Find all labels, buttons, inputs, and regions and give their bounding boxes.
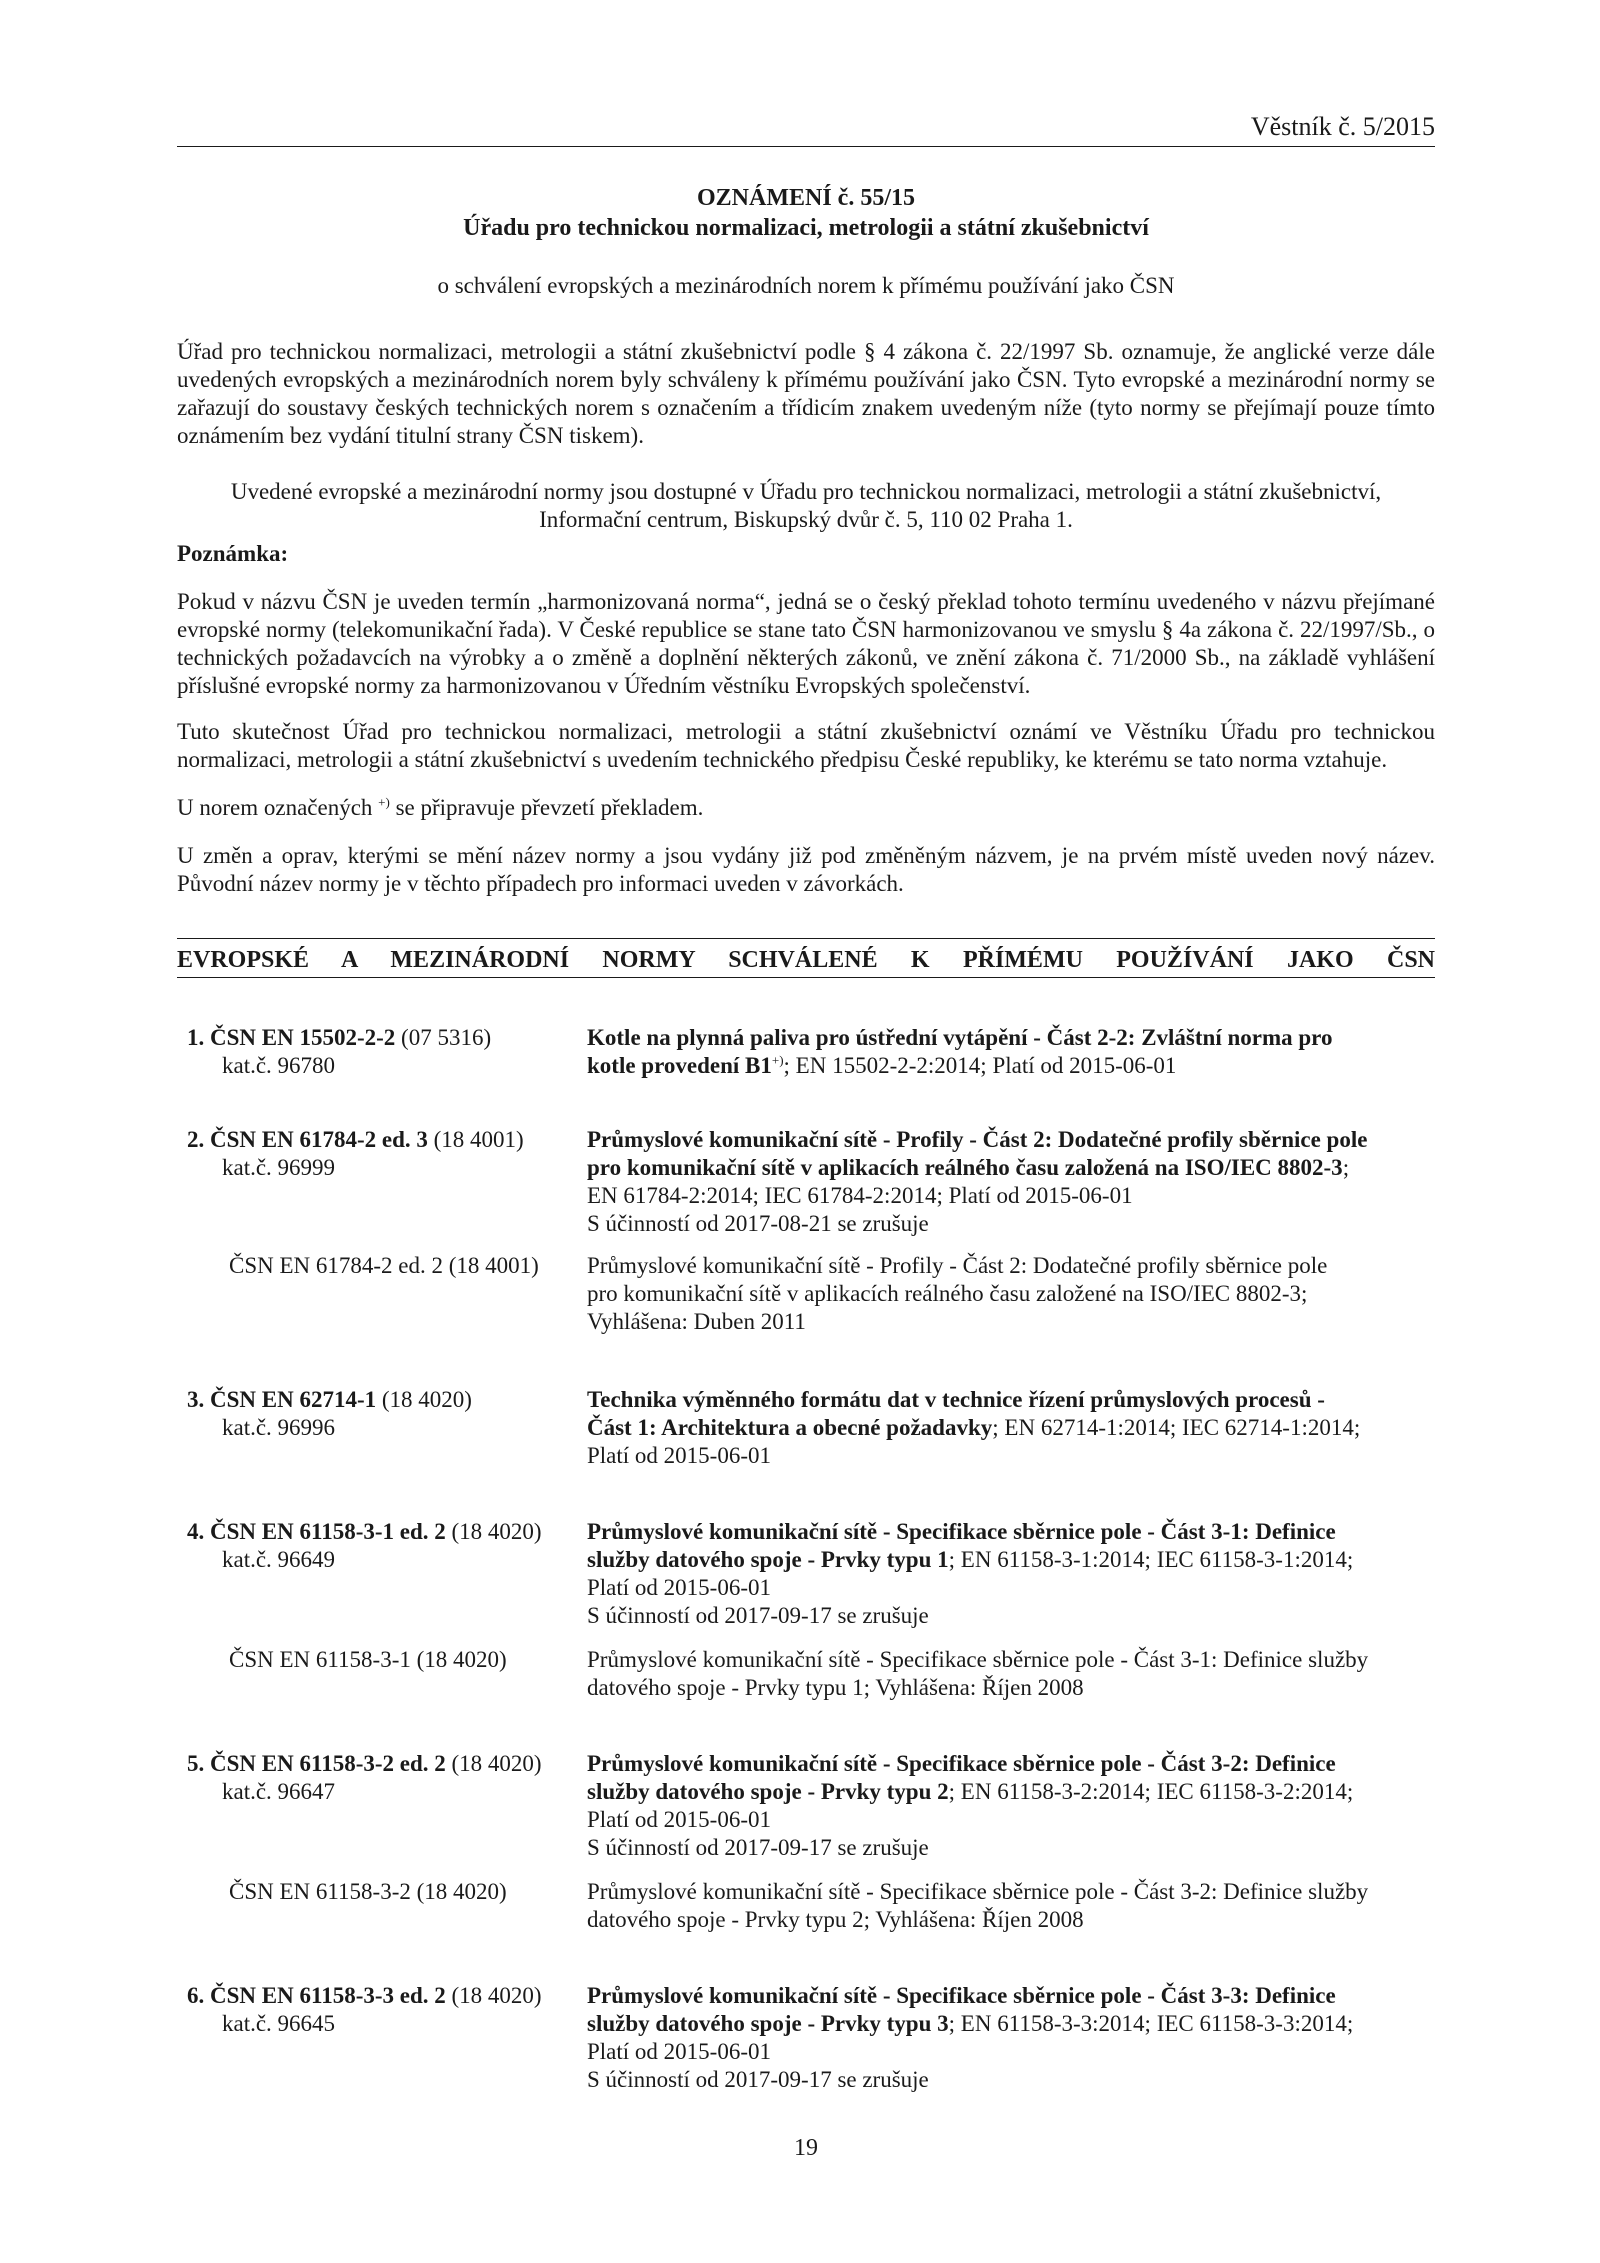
entry-title xyxy=(587,1126,1432,1238)
entry-validity: Platí od 2015-06-01 xyxy=(587,1443,771,1468)
entry-title-rest: ; EN 61158-3-2:2014; IEC 61158-3-2:2014; xyxy=(948,1779,1354,1804)
entry-class: (18 4020) xyxy=(445,1519,542,1544)
notice-authority: Úřadu pro technickou normalizaci, metrologii a státní zkušebnictví xyxy=(463,215,1149,241)
entry-title-bold: pro komunikační sítě v aplikacích reálného času založená na ISO/IEC 8802-3 xyxy=(587,1155,1343,1180)
entry-validity: Platí od 2015-06-01 xyxy=(587,2039,771,2064)
entry-number: 5. xyxy=(187,1751,205,1776)
availability-paragraph: Uvedené evropské a mezinárodní normy jsou dostupné v Úřadu pro technickou normalizaci, metrologii a státní zkušebnictví, Informační centrum, Biskupský dvůr č. 5, 110 02 Praha 1. xyxy=(230,479,1382,532)
entry-designation xyxy=(187,1750,582,1806)
entry-catalog-number: kat.č. 96996 xyxy=(222,1415,336,1440)
fact-paragraph: Tuto skutečnost Úřad pro technickou normalizaci, metrologii a státní zkušebnictví oznámí ve Věstníku Úřadu pro technickou normalizaci, metrologii a státní zkušebnictví s uvedením technického předpisu České republiky, ke kterému se tato norma vztahuje. xyxy=(177,719,1435,772)
entry-code: ČSN EN 61158-3-1 ed. 2 xyxy=(210,1519,446,1544)
entry-withdrawal: S účinností od 2017-08-21 se zrušuje xyxy=(587,1211,929,1236)
replaced-designation xyxy=(187,1646,582,1674)
intro-paragraph: Úřad pro technickou normalizaci, metrologii a státní zkušebnictví podle § 4 zákona č. 22/1997 Sb. oznamuje, že anglické verze dále uvedených evropských a mezinárodních norem byly schváleny k přímému používání jako ČSN. Tyto evropské a mezinárodní normy se zařazují do soustavy českých technických norem s označením a třídicím znakem uvedeným níže (tyto normy se přejímají pouze tímto oznámením bez vydání titulní strany ČSN tiskem). xyxy=(177,339,1435,448)
entry-withdrawal: S účinností od 2017-09-17 se zrušuje xyxy=(587,1603,929,1628)
entry-class: (18 4020) xyxy=(445,1983,542,2008)
entry-title-bold: Část 1: Architektura a obecné požadavky xyxy=(587,1415,993,1440)
section-heading: EVROPSKÉ A MEZINÁRODNÍ NORMY SCHVÁLENÉ K PŘÍMÉMU POUŽÍVÁNÍ JAKO ČSN xyxy=(177,938,1435,978)
entry-title-line: Průmyslové komunikační sítě - Specifikace sběrnice pole - Část 3-2: Definice xyxy=(587,1751,1336,1776)
entry-title-bold: služby datového spoje - Prvky typu 1 xyxy=(587,1547,949,1572)
entry-code-line xyxy=(187,1024,582,1052)
entry-code-line xyxy=(187,1518,582,1546)
entry-withdrawal: S účinností od 2017-09-17 se zrušuje xyxy=(587,1835,929,1860)
entry-title xyxy=(587,1518,1432,1630)
entry-title-rest: ; xyxy=(1342,1155,1350,1180)
note-paragraph: Pokud v názvu ČSN je uveden termín „harmonizovaná norma“, jedná se o český překlad tohoto termínu uvedeného v názvu přejímané evropské normy (telekomunikační řada). V České republice se stane tato ČSN harmonizovanou ve smyslu § 4a zákona č. 22/1997/Sb., o technických požadavcích na výrobky a o změně a doplnění některých zákonů, ve znění zákona č. 71/2000 Sb., na základě vyhlášení příslušné evropské normy za harmonizovanou v Úředním věstníku Evropských společenství. xyxy=(177,589,1435,698)
entry-title-rest: ; EN 15502-2-2:2014; Platí od 2015-06-01 xyxy=(783,1053,1177,1078)
entry-code-line xyxy=(187,1126,582,1154)
entry-title-bold: služby datového spoje - Prvky typu 3 xyxy=(587,2011,949,2036)
entry-title-line: Průmyslové komunikační sítě - Specifikace sběrnice pole - Část 3-3: Definice xyxy=(587,1983,1336,2008)
entry-designation xyxy=(187,1518,582,1574)
replaced-title-line: datového spoje - Prvky typu 2; Vyhlášena: Říjen 2008 xyxy=(587,1907,1084,1932)
replaced-code: ČSN EN 61784-2 ed. 2 (18 4001) xyxy=(229,1253,539,1278)
entry-number: 1. xyxy=(187,1025,205,1050)
replaced-title-line: Průmyslové komunikační sítě - Specifikace sběrnice pole - Část 3-1: Definice služby xyxy=(587,1647,1369,1672)
replaced-title-line: datového spoje - Prvky typu 1; Vyhlášena: Říjen 2008 xyxy=(587,1675,1084,1700)
entry-class: (18 4020) xyxy=(445,1751,542,1776)
entry-code: ČSN EN 61158-3-2 ed. 2 xyxy=(210,1751,446,1776)
entry-code: ČSN EN 61784-2 ed. 3 xyxy=(210,1127,428,1152)
replaced-title-line: Průmyslové komunikační sítě - Profily - Část 2: Dodatečné profily sběrnice pole xyxy=(587,1253,1328,1278)
translation-mark: +) xyxy=(771,1052,784,1068)
entry-catalog-number: kat.č. 96645 xyxy=(222,2011,336,2036)
entry-identifiers: EN 61784-2:2014; IEC 61784-2:2014; Platí od 2015-06-01 xyxy=(587,1183,1133,1208)
entry-title-line: Technika výměnného formátu dat v technice řízení průmyslových procesů - xyxy=(587,1387,1325,1412)
entry-catalog-number: kat.č. 96649 xyxy=(222,1547,336,1572)
entry-designation xyxy=(187,1982,582,2038)
notice-subject: o schválení evropských a mezinárodních norem k přímému používání jako ČSN xyxy=(437,273,1175,298)
entry-title xyxy=(587,1750,1432,1862)
replaced-designation xyxy=(187,1878,582,1906)
replaced-title xyxy=(587,1646,1432,1702)
translation-prefix: U norem označených xyxy=(177,795,379,820)
entry-code-line xyxy=(187,1982,582,2010)
replaced-title-line: Průmyslové komunikační sítě - Specifikace sběrnice pole - Část 3-2: Definice služby xyxy=(587,1879,1369,1904)
entry-title-rest: ; EN 61158-3-3:2014; IEC 61158-3-3:2014; xyxy=(948,2011,1354,2036)
entry-code: ČSN EN 61158-3-3 ed. 2 xyxy=(210,1983,446,2008)
notice-title: OZNÁMENÍ č. 55/15 xyxy=(697,185,915,211)
entry-title-line xyxy=(587,1778,1432,1806)
entry-code: ČSN EN 62714-1 xyxy=(210,1387,377,1412)
page-number: 19 xyxy=(794,2135,818,2161)
entry-title xyxy=(587,1024,1432,1080)
replaced-code: ČSN EN 61158-3-1 (18 4020) xyxy=(229,1647,507,1672)
entry-title xyxy=(587,1386,1432,1470)
entry-title-rest: ; EN 61158-3-1:2014; IEC 61158-3-1:2014; xyxy=(948,1547,1354,1572)
entry-title-line: Průmyslové komunikační sítě - Specifikace sběrnice pole - Část 3-1: Definice xyxy=(587,1519,1336,1544)
entry-withdrawal: S účinností od 2017-09-17 se zrušuje xyxy=(587,2067,929,2092)
entry-validity: Platí od 2015-06-01 xyxy=(587,1807,771,1832)
entry-title-line xyxy=(587,1414,1432,1442)
translation-mark: +) xyxy=(378,794,390,810)
replaced-title-line: pro komunikační sítě v aplikacích reálného času založené na ISO/IEC 8802-3; xyxy=(587,1281,1308,1306)
entry-title-line: Kotle na plynná paliva pro ústřední vytápění - Část 2-2: Zvláštní norma pro xyxy=(587,1025,1333,1050)
entry-title-line xyxy=(587,1546,1432,1574)
replaced-code: ČSN EN 61158-3-2 (18 4020) xyxy=(229,1879,507,1904)
entry-title-bold: služby datového spoje - Prvky typu 2 xyxy=(587,1779,949,1804)
entry-number: 3. xyxy=(187,1387,205,1412)
note-label: Poznámka: xyxy=(177,541,289,566)
entry-title-line xyxy=(587,2010,1432,2038)
replaced-title-line: Vyhlášena: Duben 2011 xyxy=(587,1309,806,1334)
entry-title-line xyxy=(587,1052,1432,1080)
replaced-designation xyxy=(187,1252,582,1280)
entry-catalog-number: kat.č. 96780 xyxy=(222,1053,336,1078)
entry-designation xyxy=(187,1126,582,1182)
entry-number: 2. xyxy=(187,1127,205,1152)
entry-class: (18 4020) xyxy=(376,1387,472,1412)
entry-title-line: Průmyslové komunikační sítě - Profily - Část 2: Dodatečné profily sběrnice pole xyxy=(587,1127,1368,1152)
renamed-paragraph: U změn a oprav, kterými se mění název normy a jsou vydány již pod změněným názvem, je na prvém místě uveden nový název. Původní název normy je v těchto případech pro informaci uveden v závorkách. xyxy=(177,843,1435,896)
entry-code-line xyxy=(187,1386,582,1414)
replaced-title xyxy=(587,1252,1432,1336)
entry-designation xyxy=(187,1386,582,1442)
entry-validity: Platí od 2015-06-01 xyxy=(587,1575,771,1600)
translation-suffix: se připravuje převzetí překladem. xyxy=(389,795,704,820)
replaced-title xyxy=(587,1878,1432,1934)
entry-number: 4. xyxy=(187,1519,205,1544)
entry-code: ČSN EN 15502-2-2 xyxy=(210,1025,396,1050)
entry-class: (07 5316) xyxy=(395,1025,492,1050)
translation-paragraph xyxy=(177,794,1435,822)
entry-class: (18 4001) xyxy=(427,1127,524,1152)
entry-designation xyxy=(187,1024,582,1080)
entry-catalog-number: kat.č. 96647 xyxy=(222,1779,336,1804)
entry-catalog-number: kat.č. 96999 xyxy=(222,1155,336,1180)
entry-title-rest: ; EN 62714-1:2014; IEC 62714-1:2014; xyxy=(992,1415,1361,1440)
header-rule xyxy=(177,146,1435,147)
entry-title xyxy=(587,1982,1432,2094)
entry-title-line xyxy=(587,1154,1432,1182)
running-header: Věstník č. 5/2015 xyxy=(1250,112,1435,141)
entry-title-bold: kotle provedení B1 xyxy=(587,1053,772,1078)
entry-code-line xyxy=(187,1750,582,1778)
entry-number: 6. xyxy=(187,1983,205,2008)
